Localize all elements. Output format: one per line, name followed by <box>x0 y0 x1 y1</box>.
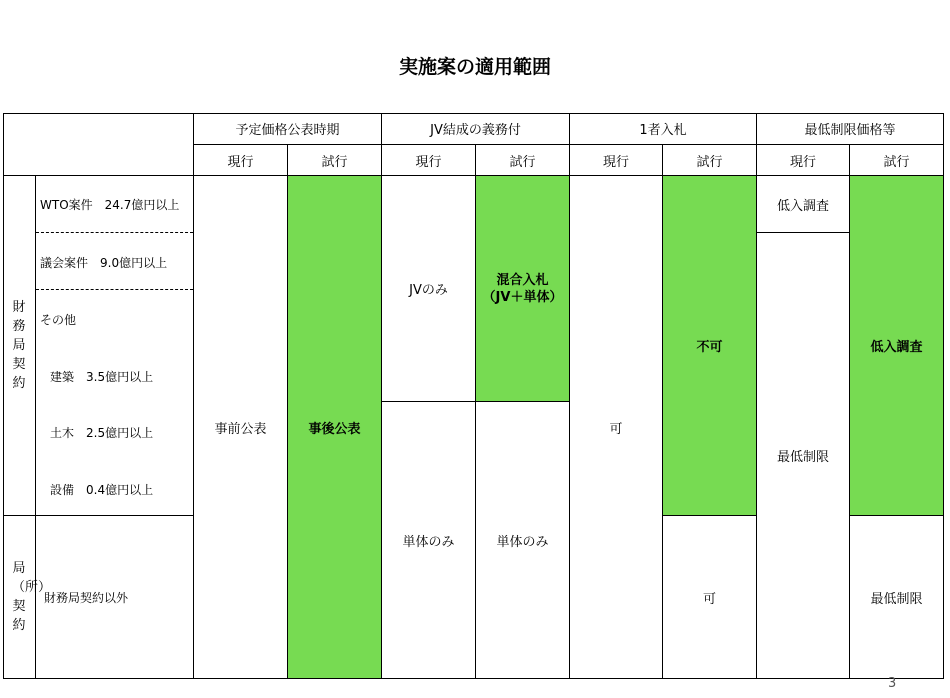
cell-kohyo-current: 事前公表 <box>194 176 288 679</box>
row-wto: WTO案件 24.7億円以上 <box>40 198 180 212</box>
header-corner <box>3 113 194 176</box>
header-saitei: 最低制限価格等 <box>757 113 944 145</box>
cell-saitei-trial-top: 低入調査 <box>850 176 944 516</box>
row-igai-text: 財務局契約以外 <box>44 590 129 605</box>
cell-ichisha-trial-top: 不可 <box>663 176 757 516</box>
cell-ichisha-current: 可 <box>570 176 663 679</box>
row-divider <box>36 289 193 290</box>
subheader-kohyo-trial: 試行 <box>288 145 382 176</box>
row-label-zaimu-text: 財務局契約 <box>12 300 26 391</box>
subheader-saitei-trial: 試行 <box>850 145 944 176</box>
row-label-kyoku-text: 局（所）契約 <box>12 561 52 633</box>
row-label-zaimu <box>3 176 36 516</box>
header-kohyo: 予定価格公表時期 <box>194 113 382 145</box>
cell-kohyo-trial: 事後公表 <box>288 176 382 679</box>
subheader-ichisha-trial: 試行 <box>663 145 757 176</box>
subheader-ichisha-current: 現行 <box>570 145 663 176</box>
subheader-saitei-current: 現行 <box>757 145 850 176</box>
subheader-jv-current: 現行 <box>382 145 476 176</box>
cell-saitei-current-bottom: 最低制限 <box>757 233 850 679</box>
page-title: 実施案の適用範囲 <box>398 56 551 78</box>
cell-jv-current-bottom: 単体のみ <box>382 402 476 679</box>
row-divider <box>36 232 193 233</box>
header-ichisha: 1者入札 <box>570 113 757 145</box>
subheader-kohyo-current: 現行 <box>194 145 288 176</box>
row-igai <box>36 516 194 679</box>
subheader-jv-trial: 試行 <box>476 145 570 176</box>
page-number: 3 <box>888 676 897 691</box>
cell-jv-current-top: JVのみ <box>382 176 476 402</box>
row-kenchiku: 建築 3.5億円以上 <box>50 370 154 384</box>
cell-jv-trial-bottom: 単体のみ <box>476 402 570 679</box>
cell-jv-trial-top <box>476 176 570 402</box>
cell-ichisha-trial-bottom: 可 <box>663 516 757 679</box>
row-sonota: その他 <box>40 313 77 327</box>
row-gikai: 議会案件 9.0億円以上 <box>40 256 168 270</box>
cell-saitei-current-top: 低入調査 <box>757 176 850 233</box>
row-setsubi: 設備 0.4億円以上 <box>50 483 154 497</box>
header-jv: JV結成の義務付 <box>382 113 570 145</box>
cell-saitei-trial-bottom: 最低制限 <box>850 516 944 679</box>
row-doboku: 土木 2.5億円以上 <box>50 426 154 440</box>
row-label-kyoku <box>3 516 52 679</box>
cell-jv-trial-top-line2: （JV＋単体） <box>482 289 563 305</box>
cell-jv-trial-top-line1: 混合入札 <box>496 272 549 288</box>
row-sublabels-zaimu <box>36 176 194 516</box>
